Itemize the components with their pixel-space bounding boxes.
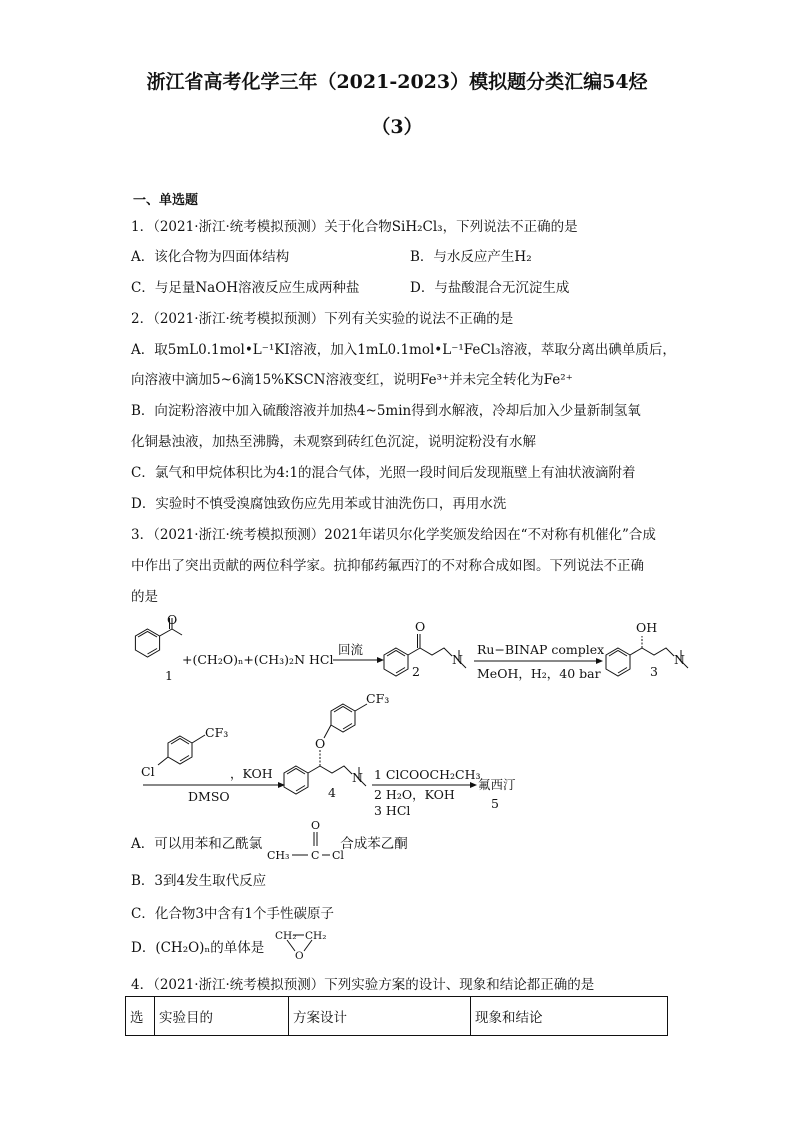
q2-option-a-line1: A．取5mL0.1mol•L⁻¹KI溶液，加入1mL0.1mol•L⁻¹FeCl₃溶液，萃取分离出碘单质后，	[131, 342, 676, 358]
step4-reagent-3: 3 HCl	[374, 803, 411, 818]
compound-2-oxygen: O	[415, 619, 426, 634]
compound-1-oxygen: O	[167, 612, 178, 627]
trioxane-monomer-structure	[274, 925, 330, 961]
reagent-chlorine: Cl	[141, 764, 155, 779]
product-label: 5	[491, 796, 499, 811]
document-title: 浙江省高考化学三年（2021-2023）模拟题分类汇编54烃	[146, 71, 648, 93]
compound-2-nitrogen: N	[452, 652, 463, 667]
q4-stem: 4．（2021·浙江·统考模拟预测）下列实验方案的设计、现象和结论都正确的是	[131, 977, 595, 993]
q2-option-b-line1: B．向淀粉溶液中加入硫酸溶液并加热4~5min得到水解液，冷却后加入少量新制氢氧	[131, 403, 641, 419]
reagents-step1: +(CH₂O)ₙ+(CH₃)₂N HCl	[182, 652, 334, 667]
acetyl-chlorine: Cl	[332, 849, 344, 862]
step1-condition: 回流	[338, 642, 364, 657]
q3-stem-line1: 3．（2021·浙江·统考模拟预测）2021年诺贝尔化学奖颁发给因在“不对称有机催化”合成	[131, 527, 656, 543]
q1-option-b: B．与水反应产生H₂	[410, 249, 532, 265]
acetyl-chloride-structure	[263, 818, 345, 864]
q1-option-a: A．该化合物为四面体结构	[131, 249, 290, 265]
q3-option-a-pre: A．可以用苯和乙酰氯	[131, 836, 263, 852]
table-header-cell: 现象和结论	[471, 997, 668, 1036]
q1-stem: 1．（2021·浙江·统考模拟预测）关于化合物SiH₂Cl₃，下列说法不正确的是	[131, 219, 578, 235]
reagent-cf3: CF₃	[205, 725, 229, 740]
step2-catalyst: Ru−BINAP complex	[477, 642, 605, 657]
trioxane-ch2-right: CH₂	[305, 930, 327, 942]
q3-stem-line3: 的是	[131, 589, 158, 605]
benzene-ring-4-top	[331, 704, 355, 732]
compound-3-label: 3	[650, 664, 658, 679]
acetyl-methyl: CH₃	[267, 849, 290, 862]
compound-2-label: 2	[412, 664, 420, 679]
compound-3-nitrogen: N	[674, 652, 685, 667]
step4-reagent-1: 1 ClCOOCH₂CH₃	[374, 767, 481, 782]
benzene-ring-1	[135, 629, 159, 657]
acetyl-oxygen: O	[311, 819, 321, 832]
step2-conditions: MeOH，H₂，40 bar	[477, 666, 601, 681]
compound-4-label: 4	[328, 785, 336, 800]
synthesis-scheme	[0, 600, 794, 820]
acetyl-carbon: C	[311, 849, 320, 862]
q1-option-c: C．与足量NaOH溶液反应生成两种盐	[131, 280, 360, 296]
step3-base: ，KOH	[230, 766, 273, 781]
q3-option-d: D．(CH₂O)ₙ的单体是	[131, 940, 265, 956]
q3-option-c: C．化合物3中含有1个手性碳原子	[131, 906, 335, 922]
q2-stem: 2．（2021·浙江·统考模拟预测）下列有关实验的说法不正确的是	[131, 311, 514, 327]
compound-4-cf3: CF₃	[366, 691, 390, 706]
table-header-cell: 实验目的	[155, 997, 289, 1036]
compound-4-nitrogen: N	[352, 770, 363, 785]
q3-option-b: B．3到4发生取代反应	[131, 873, 267, 889]
trioxane-oxygen: O	[295, 950, 304, 961]
table-header-cell: 方案设计	[289, 997, 471, 1036]
q2-option-b-line2: 化铜悬浊液，加热至沸腾，未观察到砖红色沉淀，说明淀粉没有水解	[131, 434, 536, 450]
product-name: 氟西汀	[478, 777, 516, 792]
q3-option-a-post: 合成苯乙酮	[340, 836, 408, 852]
q1-option-d: D．与盐酸混合无沉淀生成	[410, 280, 570, 296]
table-header-cell: 选	[126, 997, 155, 1036]
benzene-ring-chloro	[168, 736, 192, 764]
document-title-cont: （3）	[371, 116, 423, 138]
q2-option-a-line2: 向溶液中滴加5~6滴15%KSCN溶液变红，说明Fe³⁺并未完全转化为Fe²⁺	[131, 372, 573, 388]
step4-reagent-2: 2 H₂O，KOH	[374, 787, 455, 802]
q2-option-d: D．实验时不慎受溴腐蚀致伤应先用苯或甘油洗伤口，再用水洗	[131, 496, 507, 512]
compound-3-hydroxyl: OH	[636, 620, 658, 635]
q3-stem-line2: 中作出了突出贡献的两位科学家。抗抑郁药氟西汀的不对称合成如图。下列说法不正确	[131, 558, 644, 574]
step3-solvent: DMSO	[188, 789, 230, 804]
q4-table	[125, 996, 668, 1036]
section-heading: 一、单选题	[133, 193, 199, 208]
compound-4-oxygen: O	[315, 736, 326, 751]
benzene-ring-2	[384, 648, 408, 676]
compound-1-label: 1	[165, 668, 173, 683]
q2-option-c: C．氯气和甲烷体积比为4:1的混合气体，光照一段时间后发现瓶壁上有油状液滴附着	[131, 465, 636, 481]
table-header-row	[126, 997, 668, 1036]
benzene-ring-3	[606, 648, 630, 676]
trioxane-ch2-left: CH₂	[275, 930, 297, 942]
benzene-ring-4-bottom	[284, 766, 308, 794]
